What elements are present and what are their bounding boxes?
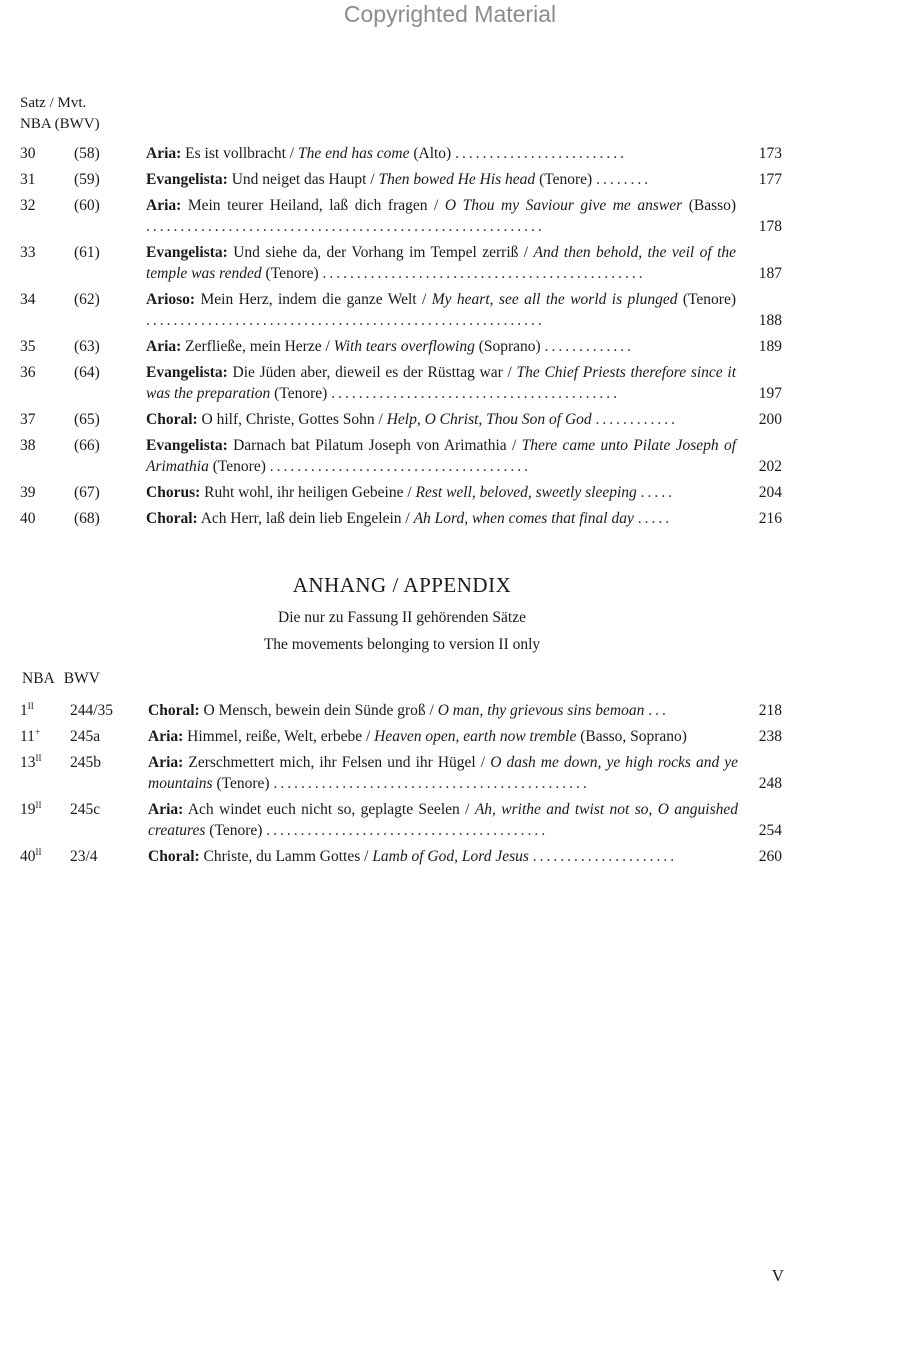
toc-entry bbox=[20, 336, 782, 362]
entry-number: 32 bbox=[20, 197, 36, 214]
entry-page: 218 bbox=[758, 702, 782, 719]
toc-entry bbox=[20, 289, 782, 336]
entry-type: Choral: bbox=[146, 411, 198, 428]
leader-dots: ............................................... bbox=[322, 265, 646, 282]
entry-voice: (Soprano) bbox=[478, 338, 541, 355]
entry-number: 11+ bbox=[20, 726, 41, 745]
entry-voice: (Tenore) bbox=[274, 385, 328, 402]
entry-voice: (Tenore) bbox=[265, 265, 319, 282]
leader-dots: ......................... bbox=[455, 145, 627, 162]
entry-bwv: (64) bbox=[74, 364, 100, 381]
entry-title bbox=[146, 362, 736, 404]
entry-voice: (Alto) bbox=[413, 145, 452, 162]
entry-number: 38 bbox=[20, 437, 36, 454]
entry-page: 187 bbox=[758, 265, 782, 282]
leader-dots: ..... bbox=[637, 510, 673, 527]
appendix-subtitle-german: Die nur zu Fassung II gehörenden Sätze bbox=[278, 609, 526, 626]
entry-title bbox=[146, 195, 736, 237]
entry-type: Evangelista: bbox=[146, 437, 228, 454]
entry-type: Evangelista: bbox=[146, 364, 228, 381]
leader-dots: ........ bbox=[596, 171, 652, 188]
entry-german: Ruht wohl, ihr heiligen Gebeine / bbox=[204, 484, 412, 501]
entry-german: Mein teurer Heiland, laß dich fragen / bbox=[187, 197, 439, 214]
leader-dots: ..... bbox=[640, 484, 676, 501]
entry-page: 189 bbox=[758, 338, 782, 355]
page-folio: V bbox=[771, 1266, 784, 1285]
entry-english: O dash me down, ye high rocks and ye mountains bbox=[148, 754, 739, 792]
entry-number: 35 bbox=[20, 338, 36, 355]
entry-title bbox=[146, 435, 736, 477]
appendix-entry bbox=[20, 752, 782, 799]
entry-type: Chorus: bbox=[146, 484, 201, 501]
leader-dots: .......................................................... bbox=[146, 218, 545, 235]
toc-entry bbox=[20, 435, 782, 482]
entry-title bbox=[146, 508, 736, 529]
entry-number: $1^{II}$ bbox=[20, 700, 34, 719]
entry-english: O man, thy grievous sins bemoan bbox=[437, 702, 645, 719]
header-line-satz: Satz / Mvt. bbox=[20, 95, 87, 111]
entry-voice: (Tenore) bbox=[209, 822, 263, 839]
contents-list bbox=[20, 143, 782, 534]
entry-german: Zerfließe, mein Herze / bbox=[185, 338, 330, 355]
entry-number: $19^{II}$ bbox=[20, 799, 42, 818]
entry-voice: (Tenore) bbox=[216, 775, 270, 792]
entry-page: 200 bbox=[758, 411, 782, 428]
entry-page: 260 bbox=[758, 848, 782, 865]
copyright-watermark: Copyrighted Material bbox=[343, 1, 557, 27]
entry-type: Choral: bbox=[148, 702, 200, 719]
column-header bbox=[20, 93, 100, 135]
entry-english: Then bowed He His head bbox=[378, 171, 536, 188]
entry-german: Es ist vollbracht / bbox=[185, 145, 295, 162]
entry-page: 178 bbox=[758, 218, 782, 235]
entry-page: 202 bbox=[758, 458, 782, 475]
entry-german: Und siehe da, der Vorhang im Tempel zerriß / bbox=[233, 244, 529, 261]
appendix-entry bbox=[20, 700, 782, 726]
entry-title bbox=[146, 169, 736, 190]
leader-dots: ............ bbox=[595, 411, 679, 428]
leader-dots: .......................................................... bbox=[146, 312, 545, 329]
entry-bwv: 244/35 bbox=[70, 702, 114, 719]
entry-bwv: (67) bbox=[74, 484, 100, 501]
entry-type: Aria: bbox=[148, 801, 184, 818]
entry-german: Ach windet euch nicht so, geplagte Seelen / bbox=[187, 801, 470, 818]
entry-type: Choral: bbox=[148, 848, 200, 865]
toc-entry bbox=[20, 169, 782, 195]
entry-type: Aria: bbox=[146, 338, 182, 355]
entry-bwv: (60) bbox=[74, 197, 100, 214]
entry-german: Himmel, reiße, Welt, erbebe / bbox=[187, 728, 371, 745]
entry-title bbox=[146, 143, 736, 164]
entry-english: The end has come bbox=[297, 145, 410, 162]
entry-page: 173 bbox=[758, 145, 782, 162]
entry-bwv: (63) bbox=[74, 338, 100, 355]
appendix-entry bbox=[20, 846, 782, 872]
entry-bwv: (62) bbox=[74, 291, 100, 308]
entry-title bbox=[148, 752, 738, 794]
entry-bwv: (58) bbox=[74, 145, 100, 162]
entry-number: 33 bbox=[20, 244, 36, 261]
entry-english: Ah, writhe and twist not so, O anguished creatures bbox=[148, 801, 739, 839]
entry-bwv: (66) bbox=[74, 437, 100, 454]
entry-german: O hilf, Christe, Gottes Sohn / bbox=[201, 411, 383, 428]
entry-voice: (Tenore) bbox=[212, 458, 266, 475]
toc-entry bbox=[20, 508, 782, 534]
leader-dots: .......................................... bbox=[331, 385, 620, 402]
entry-title bbox=[146, 289, 736, 331]
entry-voice: (Basso, Soprano) bbox=[580, 728, 687, 745]
toc-entry bbox=[20, 143, 782, 169]
entry-german: Die Jüden aber, dieweil es der Rüsttag war / bbox=[232, 364, 512, 381]
toc-entry bbox=[20, 409, 782, 435]
entry-type: Evangelista: bbox=[146, 244, 228, 261]
entry-number: $40^{II}$ bbox=[20, 846, 42, 865]
entry-english: Help, O Christ, Thou Son of God bbox=[386, 411, 592, 428]
entry-english: Heaven open, earth now tremble bbox=[374, 728, 577, 745]
entry-page: 238 bbox=[758, 728, 782, 745]
entry-type: Aria: bbox=[146, 197, 182, 214]
entry-number: 40 bbox=[20, 510, 36, 527]
toc-entry bbox=[20, 362, 782, 409]
entry-type: Aria: bbox=[146, 145, 182, 162]
entry-title bbox=[146, 409, 736, 430]
entry-german: Christe, du Lamm Gottes / bbox=[203, 848, 369, 865]
appendix-subtitle-english: The movements belonging to version II only bbox=[263, 636, 541, 653]
entry-german: Zerschmettert mich, ihr Felsen und ihr Hügel / bbox=[188, 754, 486, 771]
entry-bwv: 245b bbox=[70, 754, 101, 771]
entry-title bbox=[148, 726, 738, 747]
entry-page: 216 bbox=[758, 510, 782, 527]
entry-page: 254 bbox=[758, 822, 782, 839]
entry-title bbox=[148, 700, 738, 721]
entry-page: 188 bbox=[758, 312, 782, 329]
entry-english: O Thou my Saviour give me answer bbox=[444, 197, 683, 214]
leader-dots: .............................................. bbox=[273, 775, 590, 792]
entry-title bbox=[148, 799, 738, 841]
header-line-nba: NBA (BWV) bbox=[20, 116, 100, 132]
entry-german: Darnach bat Pilatum Joseph von Arimathia / bbox=[233, 437, 517, 454]
entry-english: And then behold, the veil of the temple was rended bbox=[146, 244, 737, 282]
leader-dots: ..................... bbox=[532, 848, 678, 865]
entry-page: 248 bbox=[758, 775, 782, 792]
entry-number: 36 bbox=[20, 364, 36, 381]
entry-english: Ah Lord, when comes that final day bbox=[413, 510, 634, 527]
entry-page: 197 bbox=[758, 385, 782, 402]
entry-bwv: 23/4 bbox=[70, 848, 98, 865]
entry-title bbox=[146, 482, 736, 503]
entry-page: 204 bbox=[758, 484, 782, 501]
entry-number: 37 bbox=[20, 411, 36, 428]
appendix-entry bbox=[20, 726, 782, 752]
leader-dots: ............. bbox=[544, 338, 634, 355]
entry-german: Mein Herz, indem die ganze Welt / bbox=[200, 291, 427, 308]
entry-bwv: 245c bbox=[70, 801, 101, 818]
entry-voice: (Tenore) bbox=[539, 171, 593, 188]
appendix-title: ANHANG / APPENDIX bbox=[292, 573, 512, 597]
entry-english: Rest well, beloved, sweetly sleeping bbox=[415, 484, 637, 501]
entry-german: Und neiget das Haupt / bbox=[231, 171, 375, 188]
entry-number: 34 bbox=[20, 291, 36, 308]
entry-bwv: (68) bbox=[74, 510, 100, 527]
entry-number: 39 bbox=[20, 484, 36, 501]
entry-english: My heart, see all the world is plunged bbox=[431, 291, 678, 308]
entry-type: Evangelista: bbox=[146, 171, 228, 188]
entry-type: Choral: bbox=[146, 510, 198, 527]
appendix-entry bbox=[20, 799, 782, 846]
leader-dots: ... bbox=[648, 702, 669, 719]
toc-entry bbox=[20, 195, 782, 242]
entry-english: The Chief Priests therefore since it was the preparation bbox=[146, 364, 737, 402]
appendix-column-header: NBA BWV bbox=[22, 670, 100, 687]
entry-type: Arioso: bbox=[146, 291, 196, 308]
entry-bwv: (59) bbox=[74, 171, 100, 188]
toc-entry bbox=[20, 242, 782, 289]
entry-english: Lamb of God, Lord Jesus bbox=[372, 848, 529, 865]
entry-number: $13^{II}$ bbox=[20, 752, 42, 771]
entry-type: Aria: bbox=[148, 728, 184, 745]
leader-dots: ......................................... bbox=[266, 822, 549, 839]
entry-german: Ach Herr, laß dein lieb Engelein / bbox=[200, 510, 410, 527]
entry-bwv: (61) bbox=[74, 244, 100, 261]
entry-number: 31 bbox=[20, 171, 36, 188]
entry-voice: (Basso) bbox=[688, 197, 737, 214]
entry-voice: (Tenore) bbox=[682, 291, 737, 308]
entry-title bbox=[148, 846, 738, 867]
toc-entry bbox=[20, 482, 782, 508]
entry-english: There came unto Pilate Joseph of Arimathia bbox=[146, 437, 737, 475]
entry-bwv: 245a bbox=[70, 728, 101, 745]
appendix-list bbox=[20, 700, 782, 872]
entry-german: O Mensch, bewein dein Sünde groß / bbox=[203, 702, 434, 719]
entry-title bbox=[146, 242, 736, 284]
entry-title bbox=[146, 336, 736, 357]
entry-english: With tears overflowing bbox=[333, 338, 475, 355]
entry-page: 177 bbox=[758, 171, 782, 188]
leader-dots: ...................................... bbox=[269, 458, 532, 475]
entry-bwv: (65) bbox=[74, 411, 100, 428]
entry-type: Aria: bbox=[148, 754, 184, 771]
entry-number: 30 bbox=[20, 145, 36, 162]
